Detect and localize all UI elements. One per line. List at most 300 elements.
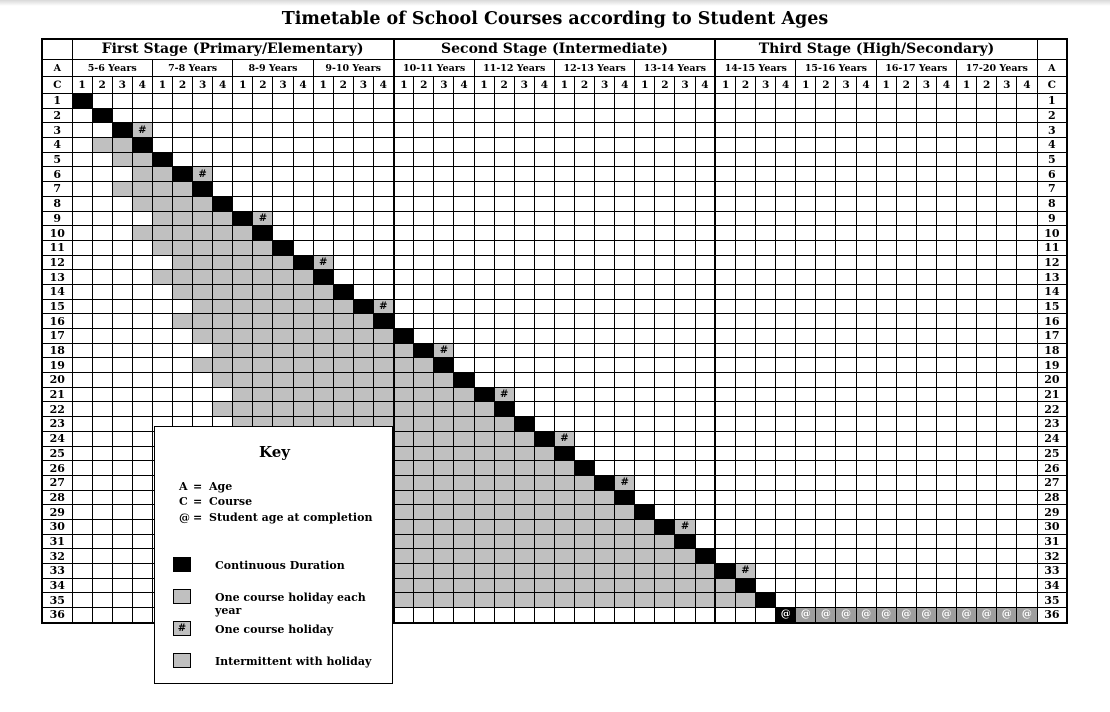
holiday-cell [434,564,454,579]
grid-cell [695,490,715,505]
grid-cell [635,475,655,490]
grid-cell [977,94,997,109]
grid-cell [434,314,454,329]
row-number: 14 [42,284,72,299]
holiday-cell [575,534,595,549]
grid-cell [575,402,595,417]
grid-cell [997,431,1017,446]
grid-cell [816,255,836,270]
completion-cell: @ [776,608,796,623]
grid-cell [756,108,776,123]
holiday-cell [615,519,635,534]
grid-cell [554,123,574,138]
holiday-cell [575,475,595,490]
holiday-cell [514,549,534,564]
course-number-header: 2 [977,77,997,94]
grid-cell [936,387,956,402]
grid-cell [414,182,434,197]
grid-cell [655,182,675,197]
grid-cell [414,152,434,167]
grid-cell [655,417,675,432]
grid-cell [836,402,856,417]
grid-cell [956,373,976,388]
holiday-cell [595,549,615,564]
grid-cell [776,270,796,285]
grid-cell [936,299,956,314]
grid-cell [675,446,695,461]
grid-cell [936,182,956,197]
grid-cell [414,608,434,623]
grid-cell [554,167,574,182]
grid-cell [695,358,715,373]
grid-cell [655,608,675,623]
row-number: 20 [1037,373,1067,388]
grid-cell [514,299,534,314]
row-number: 5 [1037,152,1067,167]
grid-cell [956,578,976,593]
grid-cell [916,314,936,329]
grid-cell [956,534,976,549]
holiday-cell [615,534,635,549]
grid-cell [896,461,916,476]
grid-cell [615,461,635,476]
grid-cell [575,284,595,299]
grid-cell [675,461,695,476]
holiday-cell [575,549,595,564]
age-group-header: 14-15 Years [715,60,795,77]
holiday-cell [193,196,213,211]
grid-cell [615,608,635,623]
grid-cell [997,519,1017,534]
holiday-cell [233,343,253,358]
grid-cell [695,123,715,138]
grid-cell [856,108,876,123]
grid-cell [756,431,776,446]
grid-cell [72,578,92,593]
grid-cell [956,461,976,476]
holiday-cell [534,505,554,520]
grid-cell [92,549,112,564]
continuous-cell [72,94,92,109]
grid-cell [313,182,333,197]
grid-cell [635,152,655,167]
grid-cell [735,534,755,549]
holiday-cell [655,549,675,564]
grid-cell [977,299,997,314]
grid-cell [132,475,152,490]
grid-cell [474,270,494,285]
grid-cell [655,358,675,373]
holiday-cell [293,373,313,388]
grid-cell [595,314,615,329]
grid-cell [112,608,132,623]
grid-cell [514,358,534,373]
grid-cell [977,461,997,476]
grid-cell [92,358,112,373]
row-number: 28 [42,490,72,505]
grid-cell [977,549,997,564]
holiday-cell [193,358,213,373]
grid-cell [695,284,715,299]
grid-cell [675,608,695,623]
grid-cell [575,270,595,285]
grid-cell [72,240,92,255]
grid-cell [454,167,474,182]
holiday-cell [394,505,414,520]
grid-cell [695,505,715,520]
holiday-cell [233,329,253,344]
holiday-cell [534,490,554,505]
grid-cell [997,549,1017,564]
grid-cell [876,519,896,534]
grid-cell [72,564,92,579]
table-row [42,108,1067,123]
grid-cell [494,608,514,623]
grid-cell [152,314,172,329]
corner-cell [1037,39,1067,60]
grid-cell [454,226,474,241]
grid-cell [675,373,695,388]
continuous-cell [554,446,574,461]
row-number: 13 [1037,270,1067,285]
holiday-cell [414,593,434,608]
grid-cell [193,138,213,153]
grid-cell [796,519,816,534]
holiday-cell [373,329,393,344]
grid-cell [373,123,393,138]
grid-cell [735,255,755,270]
age-group-header: 10-11 Years [394,60,474,77]
grid-cell [856,211,876,226]
grid-cell [534,343,554,358]
grid-cell [876,417,896,432]
grid-cell [756,358,776,373]
grid-cell [575,255,595,270]
grid-cell [333,255,353,270]
grid-cell [273,138,293,153]
course-number-header: 3 [193,77,213,94]
course-label: C [1037,77,1067,94]
holiday-cell [414,475,434,490]
grid-cell [434,299,454,314]
completion-cell: @ [816,608,836,623]
grid-cell [916,549,936,564]
holiday-cell [394,519,414,534]
grid-cell [836,182,856,197]
completion-cell: @ [796,608,816,623]
holiday-cell [394,564,414,579]
course-number-header: 1 [152,77,172,94]
grid-cell [554,284,574,299]
grid-cell [735,446,755,461]
grid-cell [816,534,836,549]
holiday-cell [554,505,574,520]
grid-cell [414,255,434,270]
grid-cell [977,123,997,138]
grid-cell [554,358,574,373]
row-number: 22 [1037,402,1067,417]
grid-cell [474,343,494,358]
row-number: 14 [1037,284,1067,299]
legend-label-one-holiday: One course holiday [215,623,334,636]
holiday-cell [293,358,313,373]
grid-cell [655,167,675,182]
grid-cell [977,373,997,388]
grid-cell [735,373,755,388]
grid-cell [876,446,896,461]
grid-cell [474,196,494,211]
grid-cell [172,108,192,123]
grid-cell [554,108,574,123]
grid-cell [776,152,796,167]
grid-cell [776,314,796,329]
grid-cell [474,299,494,314]
grid-cell [896,373,916,388]
grid-cell [152,108,172,123]
grid-cell [977,108,997,123]
grid-cell [494,123,514,138]
grid-cell [72,593,92,608]
grid-cell [434,270,454,285]
grid-cell [172,358,192,373]
grid-cell [756,446,776,461]
grid-cell [997,196,1017,211]
grid-cell [454,255,474,270]
grid-cell [796,167,816,182]
grid-cell [253,167,273,182]
grid-cell [454,358,474,373]
grid-cell [997,490,1017,505]
holiday-cell [554,461,574,476]
grid-cell [1017,387,1037,402]
holiday-cell [595,490,615,505]
holiday-cell [575,593,595,608]
grid-cell [856,446,876,461]
holiday-cell [575,564,595,579]
age-group-header: 11-12 Years [474,60,554,77]
holiday-cell [273,314,293,329]
grid-cell [756,417,776,432]
grid-cell [514,94,534,109]
grid-cell [494,196,514,211]
stage-header: Third Stage (High/Secondary) [715,39,1037,60]
holiday-cell [373,343,393,358]
grid-cell [936,270,956,285]
grid-cell [575,417,595,432]
grid-cell [735,343,755,358]
grid-cell [615,343,635,358]
grid-cell [695,431,715,446]
holiday-cell [233,387,253,402]
grid-cell [253,138,273,153]
grid-cell [876,138,896,153]
grid-cell [1017,564,1037,579]
grid-cell [92,475,112,490]
grid-cell [756,608,776,623]
table-row [42,196,1067,211]
grid-cell [575,431,595,446]
grid-cell [977,387,997,402]
grid-cell [896,475,916,490]
holiday-cell [434,461,454,476]
holiday-cell [293,270,313,285]
grid-cell [132,549,152,564]
grid-cell [856,519,876,534]
row-number: 9 [42,211,72,226]
grid-cell [313,226,333,241]
course-number-header: 3 [836,77,856,94]
holiday-cell [474,431,494,446]
holiday-cell [414,564,434,579]
holiday-cell [454,564,474,579]
grid-cell [534,255,554,270]
grid-cell [796,196,816,211]
holiday-cell [414,387,434,402]
grid-cell [856,534,876,549]
grid-cell [735,387,755,402]
grid-cell [836,240,856,255]
grid-cell [675,138,695,153]
grid-cell [534,182,554,197]
row-number: 3 [42,123,72,138]
grid-cell [112,94,132,109]
grid-cell [816,343,836,358]
holiday-cell [514,490,534,505]
grid-cell [977,240,997,255]
grid-cell [112,373,132,388]
grid-cell [796,593,816,608]
grid-cell [836,211,856,226]
grid-cell [856,270,876,285]
grid-cell [916,417,936,432]
grid-cell [936,446,956,461]
grid-cell [273,152,293,167]
holiday-cell [454,387,474,402]
grid-cell [172,387,192,402]
grid-cell [896,240,916,255]
grid-cell [494,284,514,299]
grid-cell [132,240,152,255]
grid-cell [575,314,595,329]
grid-cell [896,593,916,608]
grid-cell [876,299,896,314]
continuous-cell [575,461,595,476]
grid-cell [956,138,976,153]
grid-cell [876,240,896,255]
grid-cell [534,196,554,211]
table-row [42,402,1067,417]
holiday-cell [273,255,293,270]
grid-cell [735,240,755,255]
key-definition-course: C = Course [179,495,253,508]
grid-cell [735,182,755,197]
row-number: 1 [1037,94,1067,109]
grid-cell [92,564,112,579]
holiday-cell [333,314,353,329]
holiday-cell [534,461,554,476]
grid-cell [575,387,595,402]
grid-cell [333,182,353,197]
row-number: 31 [42,534,72,549]
grid-cell [1017,519,1037,534]
grid-cell [816,138,836,153]
course-number-header: 4 [534,77,554,94]
grid-cell [756,196,776,211]
grid-cell [554,373,574,388]
grid-cell [414,314,434,329]
grid-cell [776,402,796,417]
grid-cell [956,475,976,490]
holiday-cell [353,373,373,388]
grid-cell [675,490,695,505]
grid-cell [997,211,1017,226]
grid-cell [675,431,695,446]
grid-cell [735,94,755,109]
grid-cell [936,108,956,123]
grid-cell [715,608,735,623]
grid-cell [816,299,836,314]
grid-cell [434,226,454,241]
holiday-cell [494,534,514,549]
holiday-cell [494,549,514,564]
grid-cell [92,431,112,446]
holiday-cell [635,564,655,579]
row-number: 8 [42,196,72,211]
grid-cell [735,299,755,314]
grid-cell [997,387,1017,402]
holiday-cell [575,505,595,520]
grid-cell [575,240,595,255]
grid-cell [876,182,896,197]
grid-cell [856,314,876,329]
grid-cell [675,358,695,373]
grid-cell [233,182,253,197]
grid-cell [434,211,454,226]
key-box [154,426,393,684]
grid-cell [474,255,494,270]
grid-cell [756,505,776,520]
course-number-header: 1 [715,77,735,94]
grid-cell [816,431,836,446]
grid-cell [956,284,976,299]
grid-cell [514,108,534,123]
grid-cell [997,226,1017,241]
holiday-cell [233,284,253,299]
row-number: 32 [1037,549,1067,564]
grid-cell [816,152,836,167]
grid-cell [936,402,956,417]
holiday-cell [313,299,333,314]
holiday-cell [434,475,454,490]
grid-cell [695,226,715,241]
grid-cell [715,431,735,446]
grid-cell [956,593,976,608]
grid-cell [936,417,956,432]
completion-cell: @ [876,608,896,623]
holiday-cell [253,387,273,402]
grid-cell [936,123,956,138]
grid-cell [896,270,916,285]
course-number-header: 2 [494,77,514,94]
grid-cell [132,94,152,109]
grid-cell [575,94,595,109]
grid-cell [313,196,333,211]
grid-cell [193,94,213,109]
grid-cell [333,138,353,153]
grid-cell [756,490,776,505]
grid-cell [876,373,896,388]
continuous-cell [152,152,172,167]
